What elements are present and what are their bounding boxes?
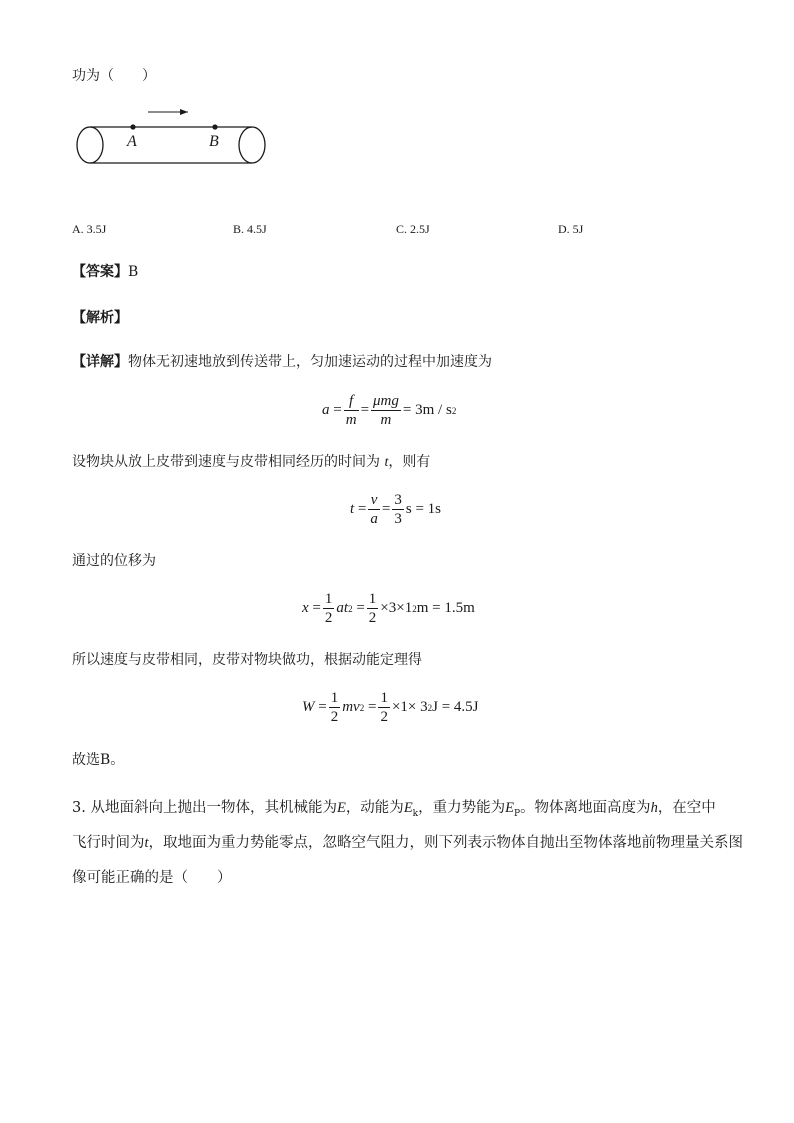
right-roller	[239, 127, 265, 163]
equation-time: t = $\frac{v}{a}$ = $\frac{3}{3}$ s = 1s	[350, 492, 441, 527]
work-sentence: 所以速度与皮带相同，皮带对物块做功，根据动能定理得	[72, 652, 422, 668]
eq2-frac1-num: v	[368, 491, 380, 510]
eq2-frac-1	[368, 491, 380, 528]
eq1-lhs: a	[322, 402, 330, 418]
option-c: C. 2.5J	[396, 222, 430, 236]
eq4-mid: mv	[342, 699, 360, 715]
eq1-rhs: 3m / s	[415, 402, 452, 418]
eq2-frac-2	[392, 491, 404, 528]
detail-line	[72, 352, 492, 372]
q3-var-ek: E	[403, 800, 413, 816]
q3-text-1: 从地面斜向上抛出一物体，其机械能为	[90, 800, 337, 816]
question-number: 3.	[72, 800, 86, 816]
eq1-frac-1	[344, 392, 359, 429]
eq3-rhs-a: ×3×1	[380, 600, 413, 616]
eq3-frac-2	[367, 590, 379, 627]
eq2-rhs: s = 1s	[405, 501, 441, 517]
q3-var-ep-sub: P	[514, 808, 521, 819]
q3-text-3: ，重力势能为	[418, 800, 506, 816]
eq2-frac2-num: 3	[394, 492, 402, 508]
time-sentence-end: ，则有	[388, 454, 431, 470]
q3-text-4: 。物体离地面高度为	[520, 800, 651, 816]
answer-label: 【答案】	[72, 264, 128, 280]
answer-line	[72, 262, 138, 282]
time-sentence-var: t	[384, 455, 389, 470]
q3-var-e: E	[336, 800, 346, 816]
eq1-frac2-den: m	[380, 412, 392, 428]
eq4-frac1-den: 2	[330, 709, 339, 725]
option-a: A. 3.5J	[72, 222, 107, 236]
q3-line2-b: ，取地面为重力势能零点，忽略空气阻力，则下列表示物体自抛出至物体落地前物理量关系图	[148, 835, 744, 851]
analysis-label: 【解析】	[72, 310, 128, 326]
q3-var-ek-sub: k	[412, 808, 419, 819]
eq4-rhs-b: J = 4.5J	[432, 699, 479, 715]
question-3-line-2	[72, 833, 743, 853]
equation-displacement: x = $\frac{1}{2}$ at 2 = $\frac{1}{2}$ ×3×1 2 m = 1.5m	[302, 591, 475, 626]
point-a-label: A	[127, 133, 137, 150]
q3-var-t: t	[144, 835, 149, 851]
time-sentence	[72, 452, 430, 473]
q3-line2-a: 飞行时间为	[72, 835, 145, 851]
eq2-lhs: t	[350, 501, 355, 517]
q3-var-h: h	[650, 800, 658, 816]
eq4-frac-2	[378, 689, 390, 726]
detail-label: 【详解】	[72, 354, 128, 370]
option-b: B. 4.5J	[233, 222, 267, 236]
eq4-frac1-num: 1	[330, 690, 339, 706]
conclusion: 故选B。	[72, 752, 125, 768]
point-b-label: B	[209, 133, 219, 150]
eq4-rhs-a: ×1× 3	[391, 699, 428, 715]
question-tail: 功为（ ）	[72, 68, 156, 84]
option-d: D. 5J	[558, 222, 584, 236]
q3-text-5: ，在空中	[657, 800, 716, 816]
eq4-lhs: W	[302, 699, 315, 715]
eq3-frac2-num: 1	[368, 591, 377, 607]
direction-arrow-head	[180, 109, 188, 115]
eq3-lhs: x	[302, 600, 309, 616]
eq2-frac2-den: 3	[394, 511, 402, 527]
eq2-frac1-den: a	[370, 511, 378, 527]
eq3-frac1-num: 1	[324, 591, 333, 607]
point-a-dot	[130, 124, 135, 129]
q3-var-ep: E	[505, 800, 514, 816]
left-roller	[77, 127, 103, 163]
eq1-frac-2	[371, 392, 401, 429]
answer-value: B	[128, 264, 139, 280]
conveyor-belt-figure	[70, 100, 280, 172]
detail-text: 物体无初速地放到传送带上，匀加速运动的过程中加速度为	[128, 354, 492, 370]
eq3-rhs-b: m = 1.5m	[416, 600, 475, 616]
equation-work: W = $\frac{1}{2}$ mv 2 = $\frac{1}{2}$ ×1× 3 2 J = 4.5J	[302, 690, 479, 725]
eq4-frac2-den: 2	[380, 709, 388, 725]
question-3-line-3: 像可能正确的是（ ）	[72, 870, 232, 886]
eq4-frac2-num: 1	[380, 690, 388, 706]
eq1-frac1-num: f	[344, 392, 359, 411]
eq3-frac1-den: 2	[324, 610, 333, 626]
eq3-frac-1	[323, 590, 335, 627]
eq3-frac2-den: 2	[368, 610, 377, 626]
q3-text-2: ，动能为	[345, 800, 404, 816]
eq1-frac1-den: m	[345, 412, 357, 428]
eq4-frac-1	[329, 689, 341, 726]
eq1-frac2-num: μmg	[373, 393, 399, 409]
equation-acceleration: a = $\frac{f}{m}$ = $\frac{\text{μmg}}{m}$ = 3m / s 2	[322, 393, 457, 428]
eq3-mid: at	[336, 600, 349, 616]
displacement-sentence: 通过的位移为	[72, 553, 156, 569]
time-sentence-text: 设物块从放上皮带到速度与皮带相同经历的时间为	[72, 454, 380, 470]
question-3-line-1	[72, 798, 716, 818]
point-b-dot	[212, 124, 217, 129]
